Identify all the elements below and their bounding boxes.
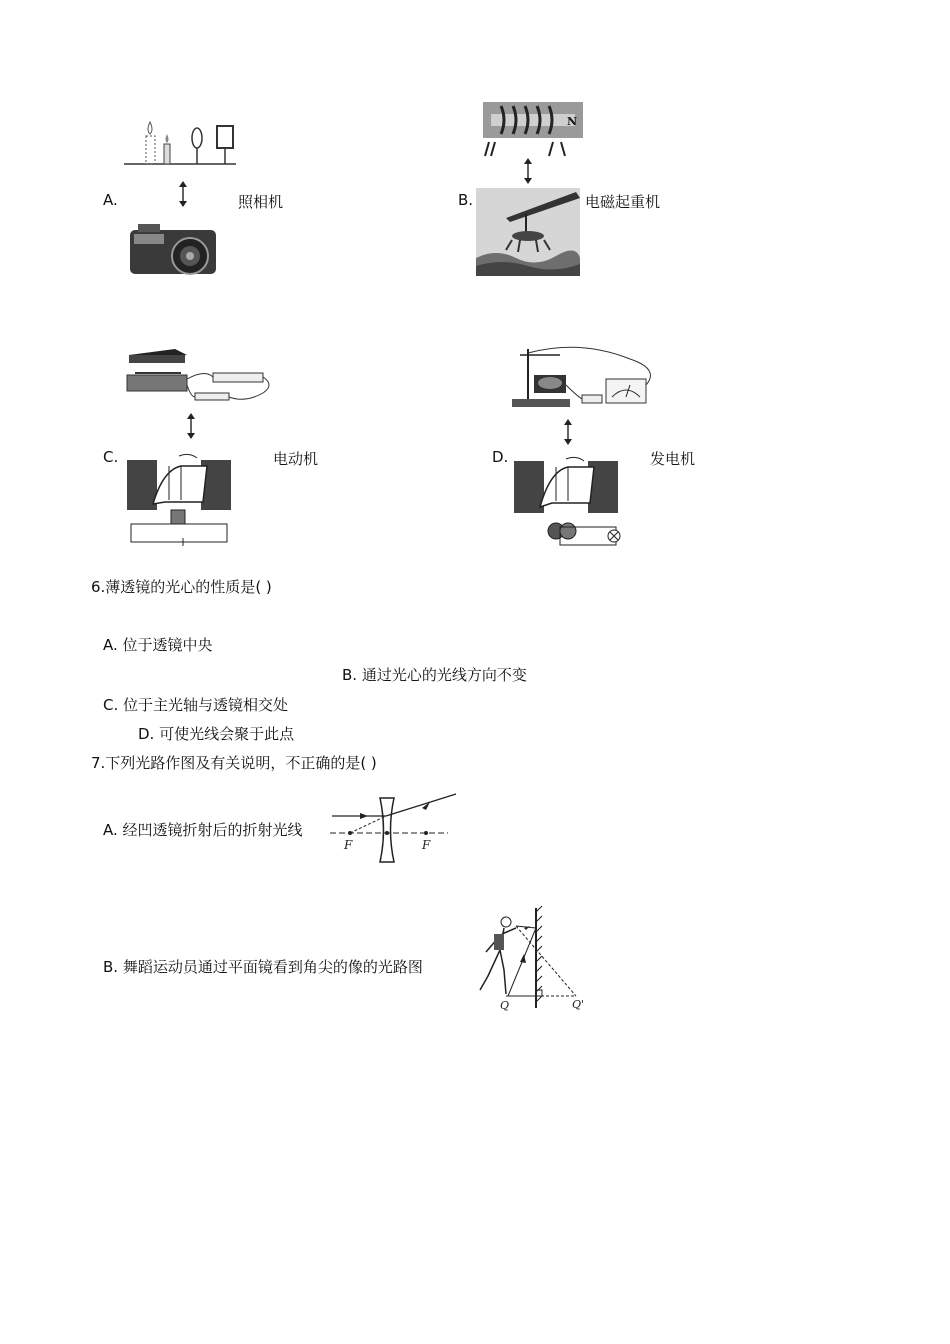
crane-photo [476,188,580,276]
camera-photo [128,220,220,278]
motor-coil-figure [123,452,235,544]
question-6-stem: 6.薄透镜的光心的性质是( ) [91,578,272,596]
option-a-letter: A. [103,191,118,209]
option-a-label: 照相机 [238,193,284,211]
option-b-letter: B. [458,191,474,209]
double-arrow-icon [562,418,574,446]
question-6-option-a: A. 位于透镜中央 [103,636,213,654]
option-b-label: 电磁起重机 [585,193,661,211]
double-arrow-icon [185,412,197,440]
solenoid-n-label: N [567,115,578,128]
question-6-option-c: C. 位于主光轴与透镜相交处 [103,696,289,714]
question-6-option-d: D. 可使光线会聚于此点 [138,725,295,743]
generator-coil-figure [510,457,622,547]
option-d-label: 发电机 [650,450,696,468]
question-7-option-b: B. 舞蹈运动员通过平面镜看到角尖的像的光路图 [103,958,423,976]
generator-apparatus-figure [510,345,655,409]
point-q-prime-label: Q' [572,998,585,1011]
option-d-letter: D. [492,448,509,466]
focus-left-label: F [344,838,353,852]
option-c-label: 电动机 [273,450,319,468]
double-arrow-icon [522,157,534,185]
question-6-option-b: B. 通过光心的光线方向不变 [342,666,527,684]
dancer-mirror-diagram [472,904,590,1014]
option-c-letter: C. [103,448,119,466]
focus-right-label: F [422,838,431,852]
question-7-option-a: A. 经凹透镜折射后的折射光线 [103,821,303,839]
concave-lens-diagram [330,792,460,868]
motor-apparatus-figure [125,345,280,403]
question-7-stem: 7.下列光路作图及有关说明，不正确的是( ) [91,754,377,772]
solenoid-figure [483,102,583,158]
double-arrow-icon [177,180,189,208]
candle-lens-screen-figure [120,112,240,168]
point-q-label: Q [500,999,510,1012]
